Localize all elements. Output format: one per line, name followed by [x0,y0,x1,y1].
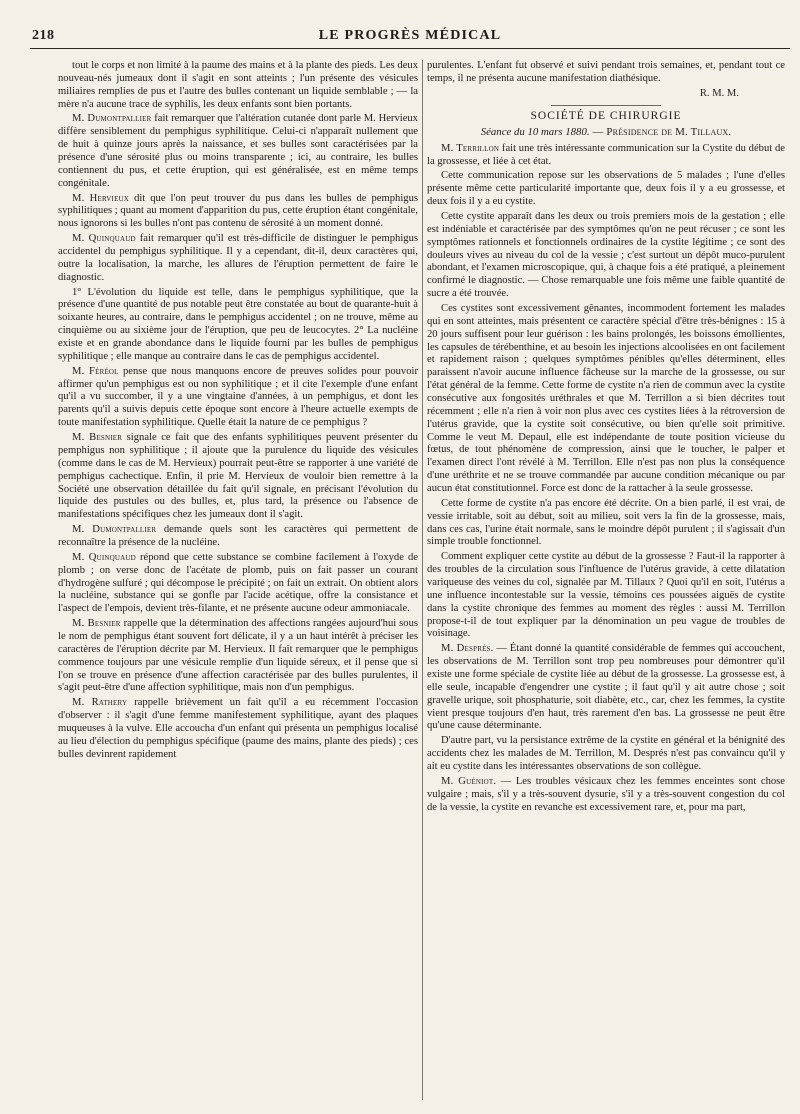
session-line [427,126,785,139]
paragraph-text: Cette communication repose sur les observations de 5 malades ; l'une d'elles présente même cette particularité importante que, deux fois il y a eu grossesse, et deux fois il y a eu cystite. [427,170,785,208]
paragraph [427,303,785,496]
session-presidence: — Présidence de M. Tillaux. [589,125,732,138]
session-date: Séance du 10 mars 1880. [480,125,590,138]
paragraph-text: . — Étant donné la quantité considérable de femmes qui accouchent, les observations de M. Terrillon sont trop peu nombreuses pour démontrer qu'il existe une forme spéciale de cystite liée au début de la grossesse. La grossesse est, à elle seule, incapable d'engendrer une cystite ; il faut qu'il y ait autre chose ; soit gravelle urique, soit phosphaturie, soit diabète, etc., car, chez les femmes, la cystite vient presque toujours d'en haut, très rarement d'en bas. La grossesse ne peut être qu'une cause déterminante. [427,643,785,732]
section-title: SOCIÉTÉ DE CHIRURGIE [530,109,682,122]
column-divider [422,60,423,1100]
paragraph [58,113,418,190]
paragraph-text: signale ce fait que des enfants syphilitiques peuvent présenter du pemphigus non syphilitique ; il ajoute que la purulence du liquide des vésicules (comme dans le cas de M. Hervieux) pourrait peut-être se rapporter à une variété de pemphigus cachectique. Enfin, il prie M. Hervieux de vouloir bien remettre à la Société une observation détaillée du fait qu'il signale, en précisant l'évolution du liquide des pustules ou des bulles, et, plus tard, la présence ou l'absence de manifestations spécifiques chez les jumeaux dont il s'agit. [58,432,418,521]
paragraph [427,551,785,641]
paragraph [427,643,785,733]
speaker-name: M. Hervieux [72,192,130,204]
paragraph-text: Ces cystites sont excessivement gênantes, incommodent fortement les malades qui en sont atteintes, mais présentent ce caractère spécial d'être très-bénignes : 15 à 20 jours suffisent pour leur guérison : les bains prolongés, les boissons émollientes, les capsules de térébenthine, et au besoin les injections alcoolisées en ont facilement et rapidement raison ; quelques symptômes pénibles qu'elles déterminent, elles paraissent n'avoir aucune influence fâcheuse sur la marche de la grossesse, ou sur l'état général de la femme. Cette forme de cystite n'a rien de commun avec la cystite consécutive aux fongosités uréthrales et que M. Terrillon a si bien décrites tout récemment ; elle n'a rien à voir non plus avec ces cystites liées à la rétroversion de l'utérus gravide, que la cystite soit consécutive, ou bien qu'elle soit primitive. Comme le veut M. Depaul, elle est indépendante de toute position vicieuse du fœtus, de tout phénomène de compression, ainsi que le toucher, le palper et l'examen direct l'ont révélé à M. Terrillon. Elle n'est pas non plus la conséquence d'une uréthrite et ne se trouve commandée par aucune condition mécanique ou par aucun état constitutionnel. Force est donc de la rattacher à la seule grossesse. [427,302,785,494]
paragraph [58,366,418,430]
paragraph-text: demande quels sont les caractères qui permettent de reconnaître la présence de la nucléine. [58,524,418,548]
paragraph-text: D'autre part, vu la persistance extrême de la cystite en général et la bénignité des accidents chez les malades de M. Terrillon, M. Després n'est pas convaincu qu'il y ait eu cystite dans les intéressantes observations de son collègue. [427,735,785,773]
paragraph [427,211,785,301]
paragraph-text: Comment expliquer cette cystite au début de la grossesse ? Faut-il la rapporter à des troubles de la circulation sous l'influence de l'utérus gravide, à cette dilatation variqueuse des veines du col, signalée par M. Tillaux ? Quoi qu'il en soit, l'utérus a une influence incontestable sur la vessie, témoins ces poussées aiguës de cystite dans la cystite chronique des femmes au moment des règles : aussi M. Terrillon propose-t-il de tout expliquer par la dénomination un peu vague de troubles de voisinage. [427,551,785,640]
paragraph [58,193,418,232]
paragraph [427,498,785,549]
paragraph-text: 1° L'évolution du liquide est telle, dans le pemphigus syphilitique, que la présence d'une quantité de pus notable peut être constatée au bout de quarante-huit à soixante heures, au contraire, dans le pemphigus accidentel ; on ne trouve, même au cinquième ou au sixième jour de l'éruption, que peu de leucocytes. 2° La nucléine existe et en grande abondance dans le liquide fourni par les bulles de pemphigus syphilitique ; elle manque au contraire dans le cas de pemphigus accidentel. [58,286,418,362]
speaker-name: M. Dumontpallier [72,524,157,536]
speaker-name: M. Terrillon [441,142,500,154]
paragraph [427,776,785,815]
paragraph [58,287,418,364]
speaker-name: M. Dumontpallier [72,113,152,125]
left-column [58,60,418,1100]
speaker-name: M. Rathery [72,697,128,709]
paragraph-text: fait remarquer que l'altération cutanée dont parle M. Hervieux diffère sensiblement du pemphigus syphilitique. Celui-ci n'apparaît nullement que de huit à quinze jours après la naissance, et ses bulles sont caractérisées par la présence d'une sérosité plus ou moins transparente ; ici, au contraire, les bulles contiennent du pus, et cette éruption, qui est généralisée, est en même temps congénitale. [58,113,418,189]
speaker-name: M. Besnier [72,618,121,630]
speaker-name: M. Guéniot [441,775,494,787]
paragraph-text: fait une très intéressante communication sur la Cystite du début de la grossesse, et liée à cet état. [427,142,785,167]
right-body [427,143,785,815]
paragraph-text: répond que cette substance se combine facilement à l'oxyde de plomb ; on verse donc de l'acétate de plomb, puis on fait passer un courant d'hydrogène sulfuré ; qui décompose le précipité ; on fait un extrait. On obtient alors la nucléine, substance qui se gonfle par l'acide acétique, offre la consistance et l'aspect de l'empois, devient très-filante, et ne présente aucune odeur ammoniacale. [58,551,418,615]
paragraph-text: tout le corps et non limité à la paume des mains et à la plante des pieds. Les deux nouveau-nés jumeaux dont il s'agit en sont atteints ; l'un présente des vésicules miliaires remplies de pus et l'autre des bulles contenant un liquide semblable ; — la mère n'a aucune trace de syphilis, les deux enfants sont bien portants. [58,60,418,110]
author-signature: R. M. M. [699,87,739,99]
section-divider [551,105,661,106]
paragraph [427,735,785,774]
paragraph-text: rappelle brièvement un fait qu'il a eu récemment l'occasion d'observer : il s'agit d'une femme manifestement syphilitique, ayant des plaques muqueuses à la vulve. Elle accoucha d'un enfant qui présenta un pemphigus localisé au lieu d'élection du pemphigus spécifique (paume des mains, plante des pieds) ; ces bulles devinrent rapidement [58,697,418,760]
paragraph [58,618,418,695]
paragraph-text: dit que l'on peut trouver du pus dans les bulles de pemphigus syphilitiques ; quant au moment d'apparition du pus, cette éruption étant congénitale, nous ignorons si les bulles n'ont pas contenu de sérosité à un moment donné. [58,192,418,230]
paragraph-text: fait remarquer qu'il est très-difficile de distinguer le pemphigus accidentel du pemphigus syphilitique. Il y a cependant, dit-il, deux caractères qui, outre la localisation, la marche, les allures de l'éruption permettent de faire le diagnostic. [58,233,418,283]
speaker-name: M. Quinquaud [72,551,136,563]
running-title: LE PROGRÈS MÉDICAL [318,28,502,43]
paragraph [58,552,418,616]
speaker-name: M. Quinquaud [72,233,136,245]
page-header [30,26,790,49]
paragraph-text: Cette cystite apparaît dans les deux ou trois premiers mois de la gestation ; elle est indéniable et caractérisée par des symptômes qu'on ne peut récuser ; ce sont les symptômes rationnels et fonctionnels ordinaires de la cystite légitime ; ce sont des douleurs vives au niveau du col de la vessie ; c'est surtout un dépôt muco-purulent abondant, et l'examen microscopique, qui, à chaque fois a été pratiqué, a pleinement confirmé le diagnostic. — Chose remarquable une fois même une faible quantité de sucre a été trouvée. [427,210,785,300]
paragraph-text: pense que nous manquons encore de preuves solides pour pouvoir affirmer qu'un pemphigus est ou non syphilitique ; et il cite l'exemple d'une enfant qu'il a vu succomber, il y a une vingtaine d'années, à un pemphigus, et dont les parents qu'il a suivis depuis cette époque sont encore à l'heure actuelle exempts de toute manifestation syphilitique. Quelle était la nature de ce pemphigus ? [58,365,418,429]
paragraph [58,233,418,284]
right-column [427,60,785,1100]
paragraph [58,60,418,111]
speaker-name: M. Després [441,643,491,655]
paragraph [427,170,785,209]
paragraph-text: Cette forme de cystite n'a pas encore été décrite. On a bien parlé, il est vrai, de vessie irritable, soit au début, soit au milieu, soit vers la fin de la grossesse, mais, dans ces cas, l'urine était normale, sans le moindre dépôt purulent ; il s'agissait d'un simple trouble fonctionnel. [427,497,785,548]
paragraph [58,432,418,522]
paragraph-text: rappelle que la détermination des affections rangées aujourd'hui sous le nom de pemphigus étant souvent fort délicate, il y a un haut intérêt à préciser les caractères de l'éruption décrite par M. Hervieux. Il fait remarquer que le pemphigus commence toujours par une vésicule remplie d'un liquide séreux, et il pense que si l'on se trouve en présence d'une affection caractérisée par des bulles purulentes, il s'agit peut-être d'une affection syphilitique, mais non d'un pemphigus. [58,618,418,694]
intro-paragraph: purulentes. L'enfant fut observé et suivi pendant trois semaines, et, pendant tout ce temps, il ne présenta aucune manifestation diathésique. [427,60,785,84]
speaker-name: M. Besnier [72,432,123,444]
paragraph [58,697,418,761]
paragraph [58,524,418,550]
page-number: 218 [32,28,55,43]
speaker-name: M. Féréol [72,365,119,377]
paragraph-text: . — Les troubles vésicaux chez les femmes enceintes sont chose vulgaire ; mais, s'il y a très-souvent dysurie, s'il y a très-souvent congestion du col de la vessie, la cystite en revanche est excessivement rare, et, pour ma part, [427,775,785,813]
paragraph [427,143,785,169]
